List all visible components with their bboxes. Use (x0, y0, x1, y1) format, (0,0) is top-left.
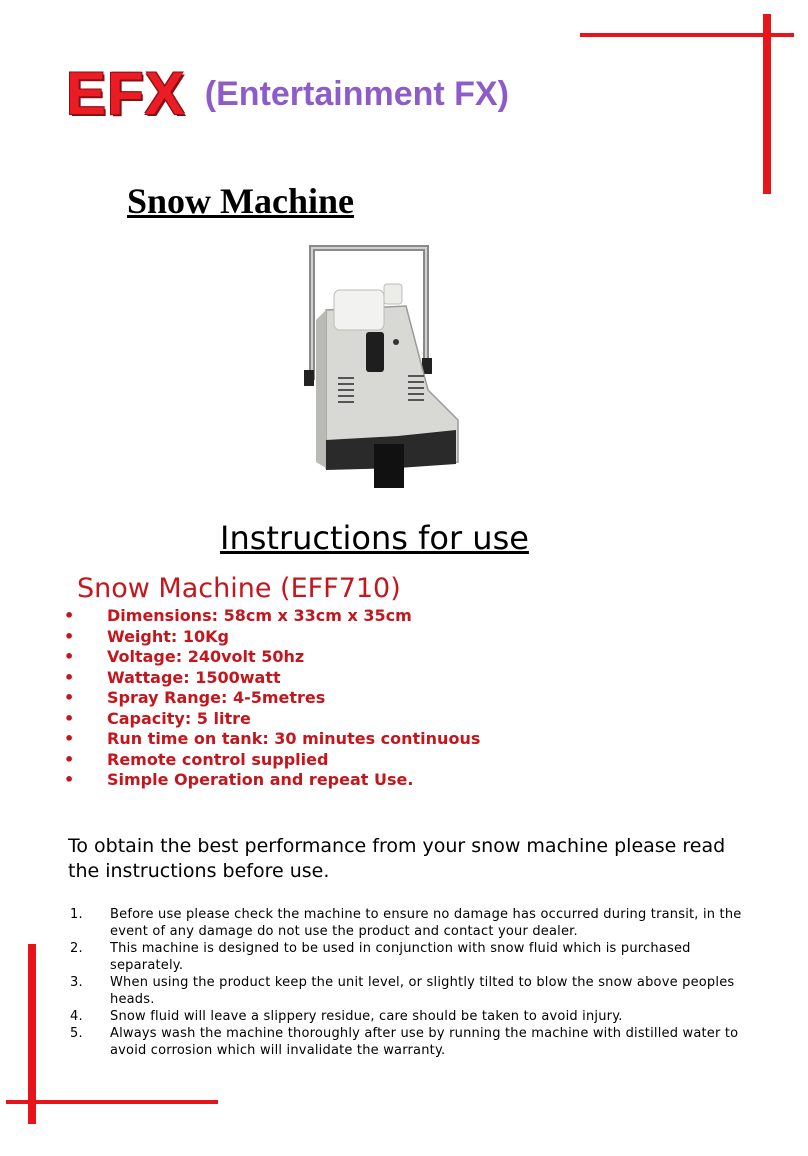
step-text: Always wash the machine thoroughly after use by running the machine with distilled water to avoid corrosion which will invalidate the warranty. (110, 1026, 739, 1058)
step-number: 3. (70, 975, 83, 990)
spec-item: • Remote control supplied (64, 750, 480, 771)
step-item (70, 974, 750, 1008)
step-item (70, 906, 750, 940)
step-item (70, 1008, 750, 1025)
product-title: Snow Machine (127, 181, 355, 221)
spec-item: • Wattage: 1500watt (64, 668, 480, 689)
spec-item: • Run time on tank: 30 minutes continuous (64, 729, 480, 750)
step-text: This machine is designed to be used in conjunction with snow fluid which is purchased separately. (110, 941, 691, 973)
step-number: 2. (70, 941, 83, 956)
step-text: Snow fluid will leave a slippery residue, care should be taken to avoid injury. (110, 1009, 623, 1024)
spec-item: • Weight: 10Kg (64, 627, 480, 648)
spec-item: • Spray Range: 4-5metres (64, 688, 480, 709)
spec-item: • Dimensions: 58cm x 33cm x 35cm (64, 606, 480, 627)
instruction-steps (70, 906, 750, 1059)
step-number: 5. (70, 1026, 83, 1041)
spec-list (64, 606, 480, 791)
step-number: 4. (70, 1009, 83, 1024)
brand-subtitle: (Entertainment FX) (204, 74, 509, 113)
step-text: Before use please check the machine to ensure no damage has occurred during transit, in the event of any damage do not use the product and contact your dealer. (110, 907, 742, 939)
brand-header (66, 60, 509, 127)
bottom-left-vertical-line (28, 944, 36, 1124)
top-right-horizontal-line (580, 33, 794, 37)
step-text: When using the product keep the unit level, or slightly tilted to blow the snow above peoples heads. (110, 975, 735, 1007)
efx-logo: EFX (66, 60, 186, 127)
spec-title: Snow Machine (EFF710) (77, 573, 401, 604)
bottom-left-horizontal-line (6, 1100, 218, 1104)
instructions-heading: Instructions for use (220, 519, 529, 557)
intro-paragraph: To obtain the best performance from your snow machine please read the instructions before use. (68, 835, 726, 882)
spec-item: • Simple Operation and repeat Use. (64, 770, 480, 791)
spec-item: • Capacity: 5 litre (64, 709, 480, 730)
top-right-vertical-line (763, 14, 771, 194)
step-number: 1. (70, 907, 83, 922)
spec-item: • Voltage: 240volt 50hz (64, 647, 480, 668)
step-item (70, 1025, 750, 1059)
step-item (70, 940, 750, 974)
snow-machine-photo (298, 240, 463, 492)
